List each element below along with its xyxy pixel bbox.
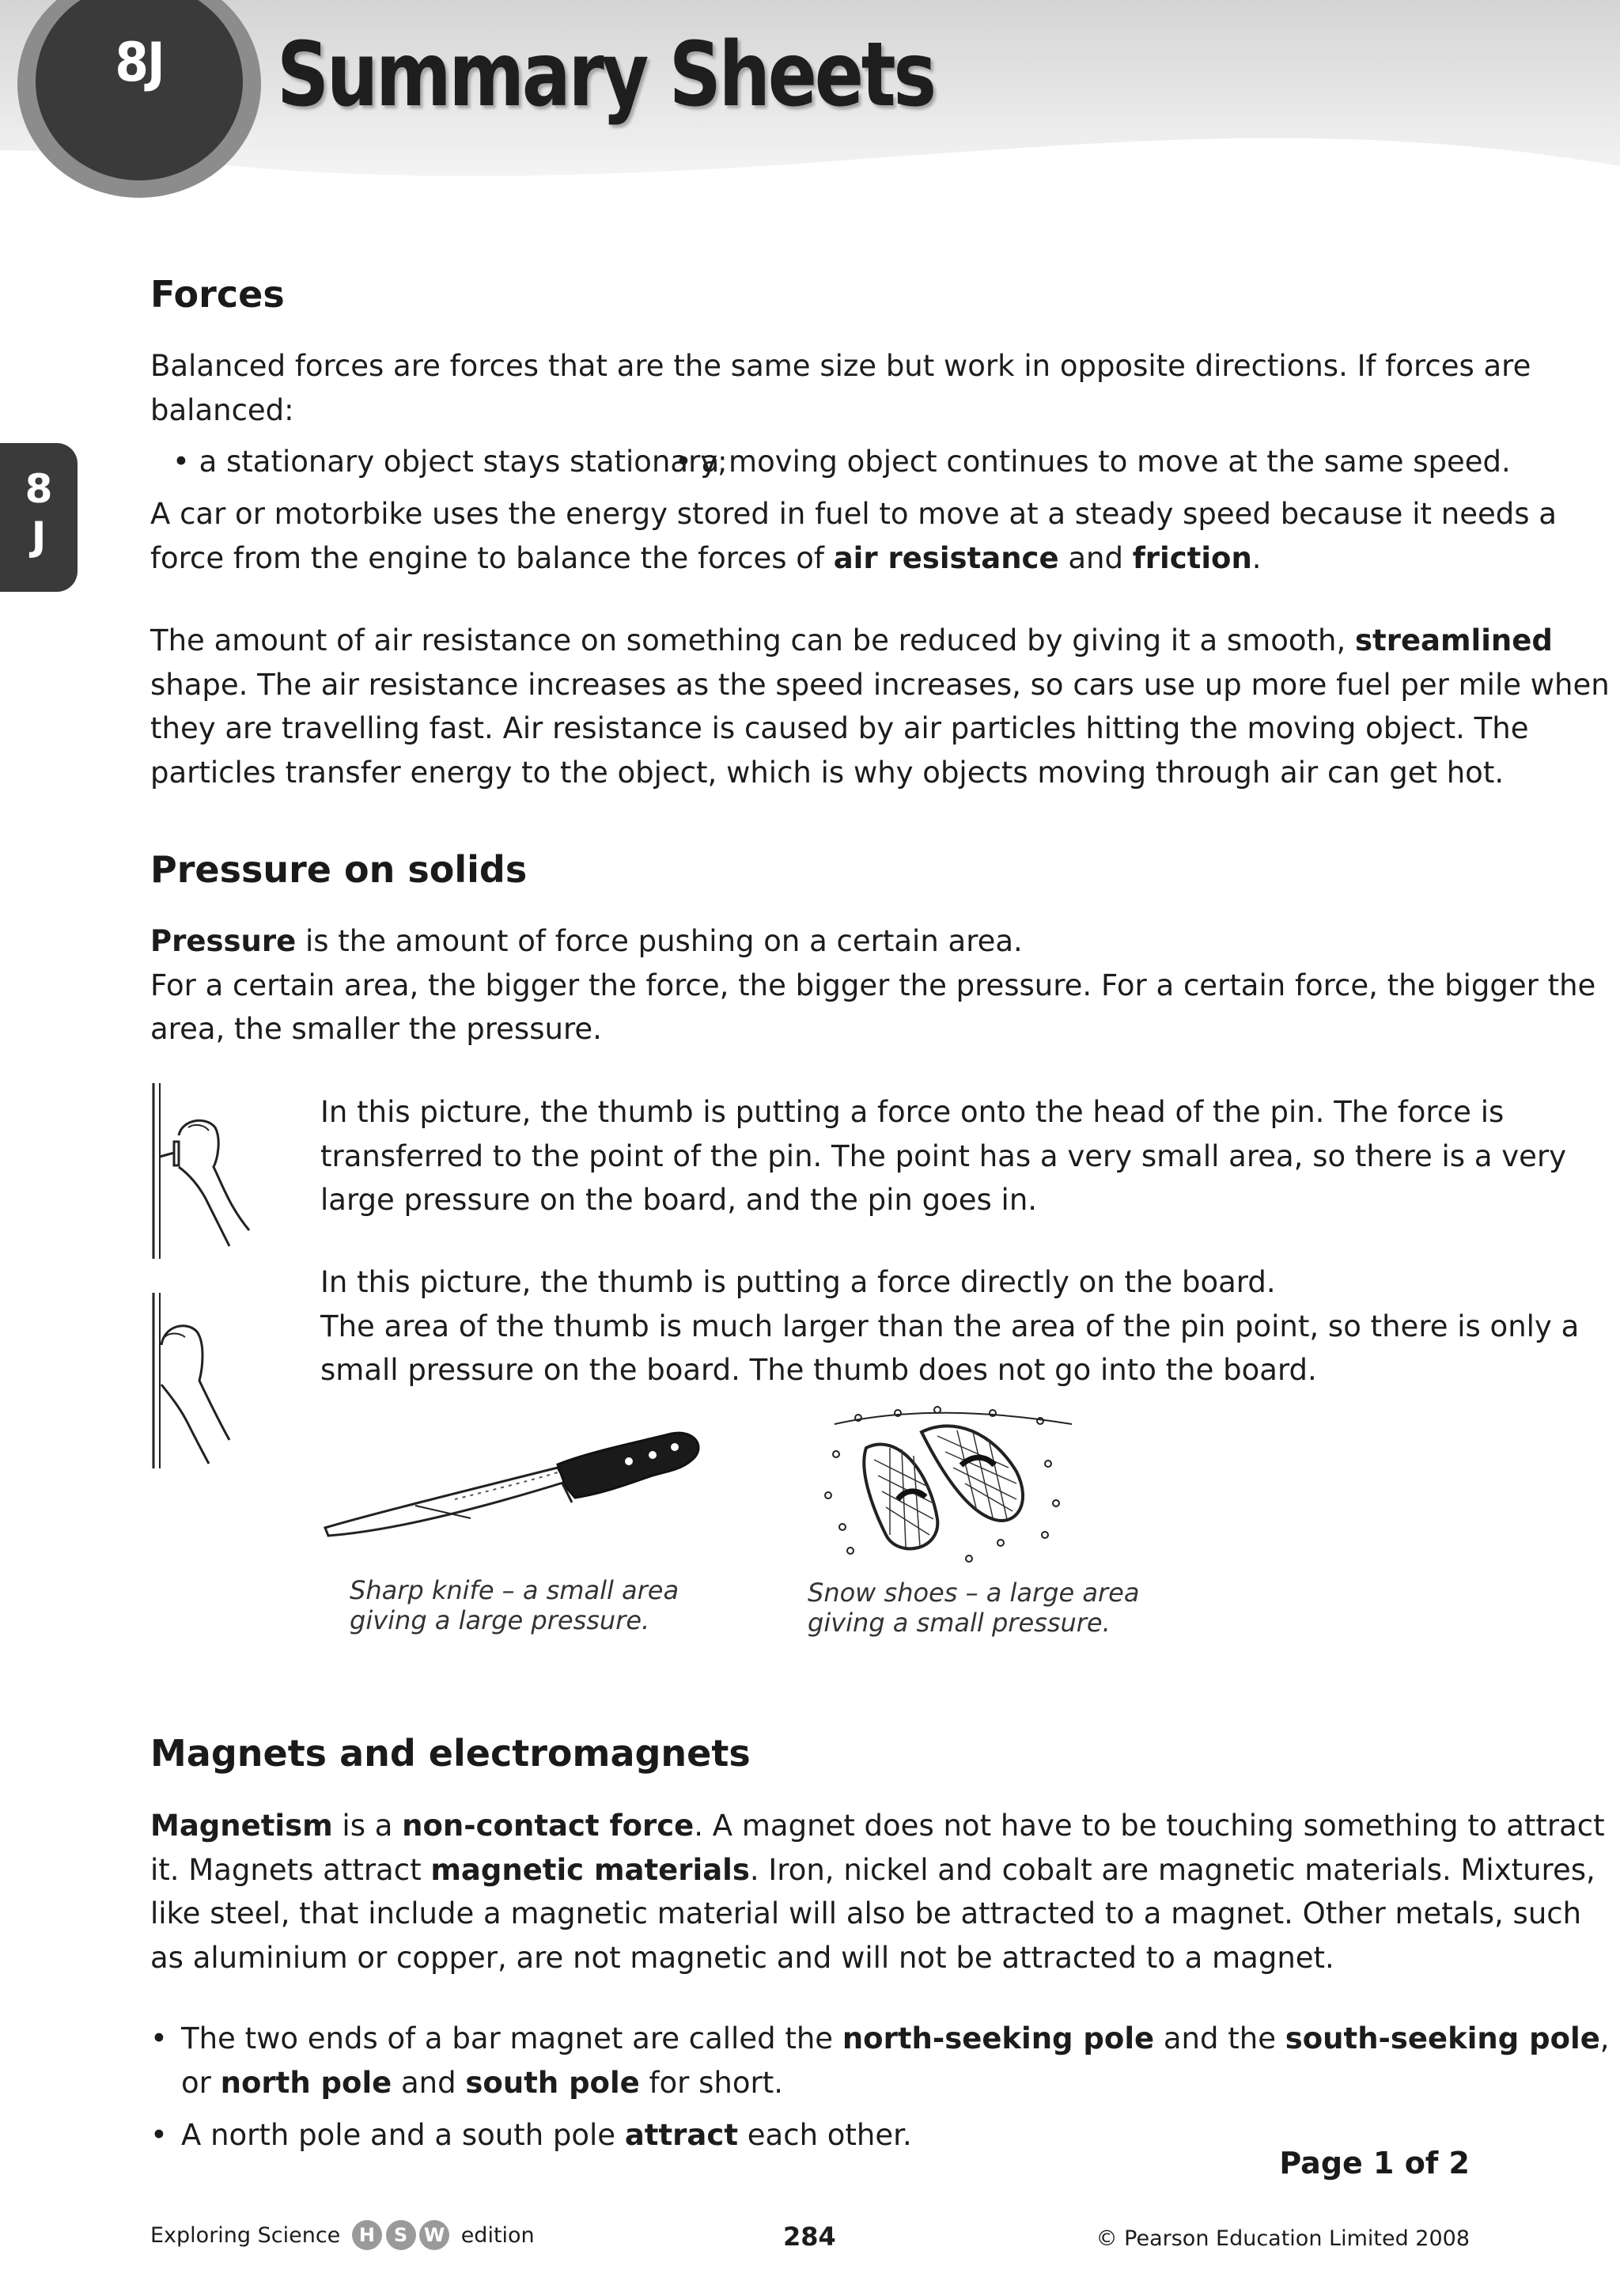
page-title: Summary Sheets [277, 24, 934, 127]
text-line: The amount of air resistance on something can be reduced by giving it a smooth, streamlined [150, 623, 1553, 657]
text-line: small pressure on the board. The thumb does not go into the board. [320, 1353, 1317, 1387]
snow-shoes-caption [808, 1578, 1139, 1638]
hsw-w-icon: W [419, 2220, 449, 2250]
text-line: or north pole and south pole for short. [181, 2065, 783, 2100]
text-line: shape. The air resistance increases as the speed increases, so cars use up more fuel per mile when [150, 667, 1610, 702]
side-tab-number: 8 [25, 466, 53, 512]
text-line: Magnetism is a non-contact force. A magnet does not have to be touching something to attract [150, 1809, 1605, 1843]
hsw-s-icon: S [386, 2220, 416, 2250]
text-line: balanced: [150, 392, 294, 427]
footer-series [150, 2220, 535, 2250]
text-line: The area of the thumb is much larger than the area of the pin point, so there is only a [320, 1309, 1580, 1343]
pin-description [320, 1090, 1566, 1222]
text-line: The two ends of a bar magnet are called the north-seeking pole and the south-seeking pole, [181, 2021, 1610, 2055]
knife-caption [350, 1575, 679, 1635]
section-heading-pressure: Pressure on solids [150, 848, 528, 891]
text-line: In this picture, the thumb is putting a force onto the head of the pin. The force is [320, 1095, 1505, 1129]
forces-paragraph-3 [150, 619, 1610, 794]
hsw-h-icon: H [352, 2220, 382, 2250]
text-line: force from the engine to balance the forces of air resistance and friction. [150, 540, 1262, 575]
snow-shoes-illustration [811, 1400, 1080, 1570]
pressure-paragraph-1 [150, 919, 1595, 1051]
text-line: For a certain area, the bigger the force, the bigger the pressure. For a certain force, the bigger the [150, 968, 1596, 1002]
text-line: particles transfer energy to the object, which is why objects moving through air can get hot. [150, 755, 1505, 790]
text-line: transferred to the point of the pin. The point has a very small area, so there is a very [320, 1139, 1567, 1173]
section-heading-forces: Forces [150, 273, 285, 316]
chapter-badge-label: 8J [115, 32, 164, 94]
text-line: Sharp knife – a small area [350, 1575, 679, 1605]
forces-bullet-2: • a moving object continues to move at the same speed. [675, 445, 1511, 479]
text-line: giving a large pressure. [350, 1605, 650, 1635]
magnets-bullet-2: A north pole and a south pole attract each other. [181, 2118, 912, 2152]
text-line: area, the smaller the pressure. [150, 1012, 602, 1046]
text-line: they are travelling fast. Air resistance is caused by air particles hitting the moving object. The [150, 711, 1529, 745]
text-line: A car or motorbike uses the energy stored in fuel to move at a steady speed because it needs a [150, 497, 1557, 531]
text-line: large pressure on the board, and the pin goes in. [320, 1183, 1038, 1217]
forces-paragraph-2 [150, 492, 1557, 580]
forces-bullet-1: • a stationary object stays stationary; [172, 445, 728, 479]
magnets-bullet-marker-1: • [150, 2021, 168, 2055]
footer-copyright: © Pearson Education Limited 2008 [1096, 2226, 1470, 2251]
text-line: like steel, that include a magnetic material will also be attracted to a magnet. Other metals, such [150, 1896, 1582, 1930]
chapter-side-tab [0, 443, 78, 592]
side-tab-letter: J [31, 513, 47, 559]
footer-edition: edition [460, 2222, 535, 2248]
page-header [0, 0, 1620, 206]
page-indicator: Page 1 of 2 [1279, 2146, 1470, 2180]
footer-series-name: Exploring Science [150, 2222, 341, 2248]
text-line: Balanced forces are forces that are the same size but work in opposite directions. If forces are [150, 349, 1531, 383]
text-line: giving a small pressure. [808, 1608, 1111, 1638]
thumb-board-illustration [142, 1290, 261, 1472]
text-line: it. Magnets attract magnetic materials. Iron, nickel and cobalt are magnetic materials. Mixtures, [150, 1852, 1595, 1887]
text-line: Pressure is the amount of force pushing on a certain area. [150, 924, 1023, 958]
text-line: as aluminium or copper, are not magnetic and will not be attracted to a magnet. [150, 1940, 1334, 1975]
magnets-bullet-1 [181, 2017, 1610, 2105]
forces-paragraph-1 [150, 344, 1531, 432]
thumb-description [320, 1260, 1579, 1392]
pin-thumb-illustration [142, 1080, 261, 1262]
magnets-bullet-marker-2: • [150, 2118, 168, 2152]
section-heading-magnets: Magnets and electromagnets [150, 1732, 751, 1775]
magnets-paragraph-1 [150, 1804, 1605, 1980]
text-line: Snow shoes – a large area [808, 1578, 1140, 1608]
text-line: In this picture, the thumb is putting a force directly on the board. [320, 1265, 1276, 1299]
page-number: 284 [783, 2222, 836, 2252]
knife-illustration [320, 1420, 708, 1547]
